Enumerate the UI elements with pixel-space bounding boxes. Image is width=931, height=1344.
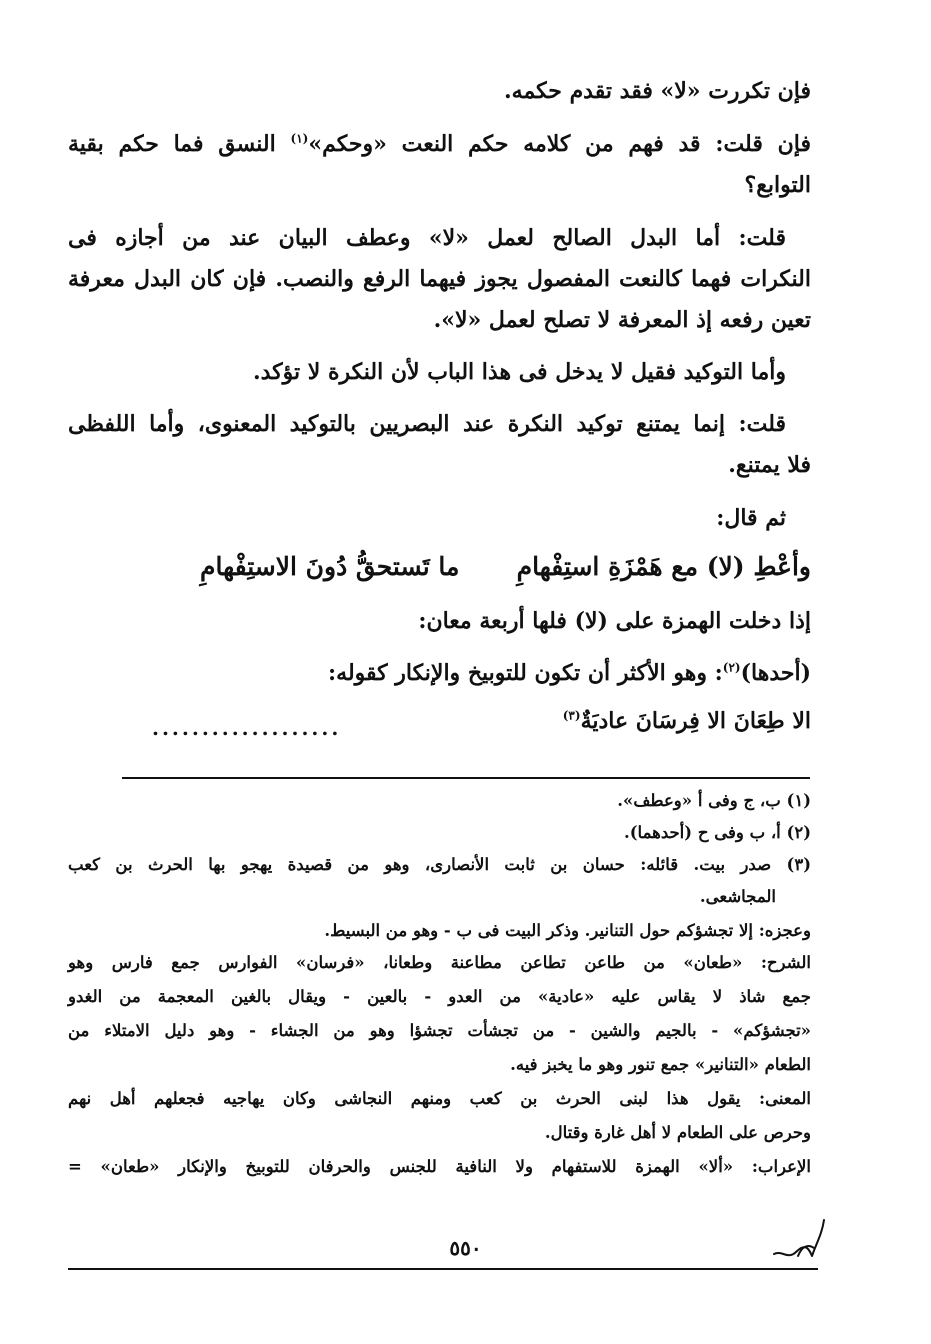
footnote-3-cont-3: الشرح: «طعان» من طاعن تطاعن مطاعنة وطعانا، «فرسان» الفوارس جمع فارس وهو [68,953,811,972]
verse-first-hemistich: وأعْطِ (لا) مع هَمْزَةِ استِفْهامِ [516,552,811,581]
verse-second-hemistich: ما تَستحقُّ دُونَ الاستِفْهامِ [200,552,460,581]
text-line-6: تعين رفعه إذ المعرفة لا تصلح لعمل «لا». [433,307,811,333]
text-line-12 [328,660,811,686]
text-line-12-part-2: : وهو الأكثر أن تكون للتوبيخ والإنكار كقوله: [328,660,723,686]
footnote-3-cont-7: المعنى: يقول هذا لبنى الحرث بن كعب ومنهم النجاشى وكان يهاجيه فجعلهم أهل نهم [68,1089,811,1108]
text-line-2 [68,131,811,157]
text-line-9: فلا يمتنع. [728,452,811,478]
footnote-ref-2: (٢) [722,660,741,675]
text-line-10: ثم قال: [716,505,786,531]
text-line-3: التوابع؟ [744,172,811,198]
footnote-3-cont-6: الطعام «التنانير» جمع تنور وهو ما يخبز فيه. [510,1055,811,1074]
text-line-11: إذا دخلت الهمزة على (لا) فلها أربعة معان: [418,608,811,634]
text-line-5: النكرات فهما كالنعت المفصول يجوز فيهما الرفع والنصب. فإن كان البدل معرفة [68,266,811,292]
quote-text: الا طِعَانَ الا فِرسَانَ عاديَةٌ [580,708,811,734]
footnote-2: (٢) أ، ب وفى ح (أحدهما). [624,823,811,842]
footnote-3: (٣) صدر بيت. قائله: حسان بن ثابت الأنصارى، وهو من قصيدة يهجو بها الحرث بن كعب [68,855,811,874]
footnote-ref-3: (٣) [562,708,581,723]
footnote-separator [122,777,810,779]
bottom-rule [68,1268,818,1270]
text-line-2-part-1: فإن قلت: قد فهم من كلامه حكم النعت «وحكم» [308,131,811,157]
footnote-3-cont-4: جمع شاذ لا يقاس عليه «عادية» من العدو - بالعين - ويقال بالغين المعجمة من الغدو [68,987,811,1006]
quote-line [563,708,811,734]
text-line-2-part-2: النسق فما حكم بقية [68,131,291,157]
footnote-1: (١) ب، ج وفى أ «وعطف». [617,791,811,810]
quote-ellipsis: ................... [152,716,342,740]
text-line-1: فإن تكررت «لا» فقد تقدم حكمه. [503,78,811,104]
text-line-12-part-1: (أحدها) [740,660,811,686]
footnote-3-cont-8: وحرص على الطعام لا أهل غارة وقتال. [544,1123,811,1142]
text-line-4: قلت: أما البدل الصالح لعمل «لا» وعطف البيان عند من أجازه فى [68,225,786,251]
footnote-ref-1: (١) [290,131,309,146]
page-number: ٥٥٠ [449,1236,482,1260]
footnote-3-cont-2: وعجزه: إلا تجشؤكم حول التنانير. وذكر البيت فى ب - وهو من البسيط. [324,921,811,940]
footnote-3-cont-5: «تجشؤكم» - بالجيم والشين - من تجشأت تجشؤا وهو من الجشاء - وهو دليل الامتلاء من [68,1021,811,1040]
footnote-3-cont-9: الإعراب: «ألا» الهمزة للاستفهام ولا النافية للجنس والحرفان للتوبيخ والإنكار «طعان» = [68,1157,811,1176]
footnote-3-cont-1: المجاشعى. [699,887,776,906]
text-line-7: وأما التوكيد فقيل لا يدخل فى هذا الباب لأن النكرة لا تؤكد. [252,359,786,385]
text-line-8: قلت: إنما يمتنع توكيد النكرة عند البصريين بالتوكيد المعنوى، وأما اللفظى [68,411,786,437]
